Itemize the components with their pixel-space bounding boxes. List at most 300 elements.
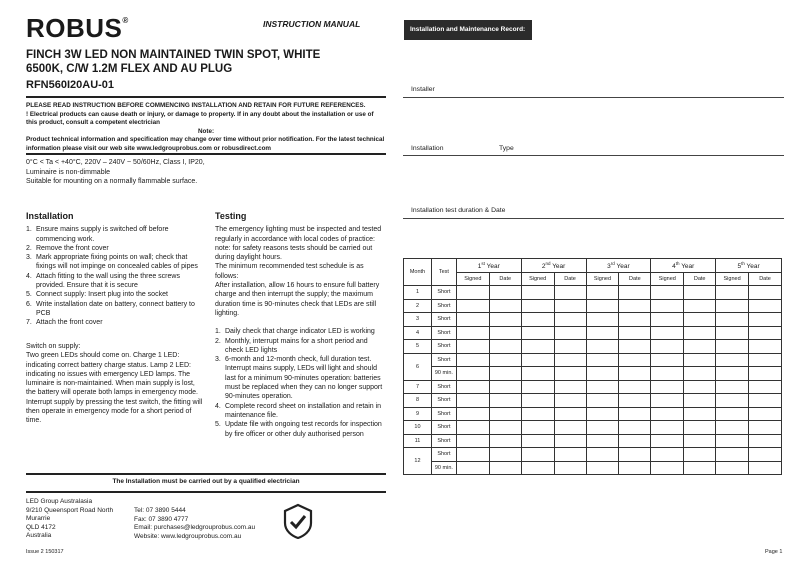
signed-entry-cell[interactable]	[586, 286, 619, 300]
year-number: 5	[737, 262, 742, 270]
signed-header: Signed	[651, 272, 684, 286]
date-entry-cell[interactable]	[749, 326, 782, 340]
date-header: Date	[684, 272, 716, 286]
signed-entry-cell[interactable]	[716, 367, 749, 381]
doc-type: INSTRUCTION MANUAL	[263, 19, 361, 29]
year-suffix: nd	[545, 260, 551, 266]
date-entry-cell[interactable]	[489, 380, 521, 394]
step-text: Attach the front cover	[36, 319, 103, 327]
date-entry-cell[interactable]	[684, 286, 716, 300]
address-line: 9/210 Queensport Road North	[26, 506, 114, 514]
signed-entry-cell[interactable]	[586, 326, 619, 340]
date-entry-cell[interactable]	[684, 299, 716, 313]
signed-entry-cell[interactable]	[716, 407, 749, 421]
signed-entry-cell[interactable]	[521, 340, 554, 354]
qualified-note: The Installation must be carried out by a qualified electrician	[112, 478, 300, 485]
signed-entry-cell[interactable]	[456, 340, 489, 354]
test-cell: Short	[431, 448, 456, 462]
installation-step	[26, 225, 204, 244]
signed-entry-cell[interactable]	[586, 340, 619, 354]
spec-line: 0°C < Ta < +40°C, 220V – 240V ~ 50/60Hz, Class I, IP20,	[26, 159, 205, 166]
date-entry-cell[interactable]	[749, 380, 782, 394]
address-line: Murarrie	[26, 515, 51, 523]
installation-heading: Installation	[26, 211, 74, 221]
test-cell: Short	[431, 353, 456, 367]
divider	[26, 153, 386, 155]
date-header: Date	[489, 272, 521, 286]
signed-entry-cell[interactable]	[586, 434, 619, 448]
page-number: Page 1	[765, 549, 783, 555]
signed-entry-cell[interactable]	[651, 367, 684, 381]
contact-line: Fax: 07 3890 4777	[134, 515, 189, 523]
month-cell: 7	[404, 380, 432, 394]
year-header	[456, 259, 521, 273]
year-number: 1	[477, 262, 482, 270]
type-label: Type	[499, 145, 514, 152]
table-row	[404, 394, 782, 408]
notice-line1: PLEASE READ INSTRUCTION BEFORE COMMENCING INSTALLATION AND RETAIN FOR FUTURE REFERENCES.	[26, 102, 366, 109]
date-entry-cell[interactable]	[684, 326, 716, 340]
testing-step	[215, 402, 385, 421]
date-entry-cell[interactable]	[619, 286, 651, 300]
date-entry-cell[interactable]	[749, 367, 782, 381]
step-number: 2.	[26, 244, 32, 252]
step-text: Monthly, interrupt mains for a short period and check LED lights	[225, 337, 368, 354]
step-text: Connect supply: Insert plug into the socket	[36, 291, 168, 299]
signed-entry-cell[interactable]	[586, 421, 619, 435]
month-cell: 6	[404, 353, 432, 380]
duration-field-line[interactable]	[403, 218, 784, 219]
signed-entry-cell[interactable]	[456, 353, 489, 367]
signed-entry-cell[interactable]	[521, 326, 554, 340]
testing-step	[215, 327, 385, 336]
signed-entry-cell[interactable]	[716, 448, 749, 462]
signed-entry-cell[interactable]	[651, 353, 684, 367]
step-text: Mark appropriate fixing points on wall; check that fixings will not impinge on concealed cables of pipes	[36, 254, 198, 271]
signed-entry-cell[interactable]	[521, 353, 554, 367]
test-cell: Short	[431, 380, 456, 394]
signed-entry-cell[interactable]	[651, 326, 684, 340]
switch-title: Switch on supply:	[26, 343, 81, 350]
date-entry-cell[interactable]	[749, 286, 782, 300]
table-row	[404, 434, 782, 448]
date-entry-cell[interactable]	[684, 340, 716, 354]
date-header: Date	[554, 272, 586, 286]
date-entry-cell[interactable]	[619, 380, 651, 394]
installation-step	[26, 318, 204, 327]
signed-entry-cell[interactable]	[586, 353, 619, 367]
divider	[26, 473, 386, 475]
month-cell: 1	[404, 286, 432, 300]
table-row	[404, 367, 782, 381]
year-number: 4	[672, 262, 676, 270]
date-entry-cell[interactable]	[619, 407, 651, 421]
date-entry-cell[interactable]	[489, 394, 521, 408]
signed-entry-cell[interactable]	[716, 421, 749, 435]
specs-block	[26, 158, 386, 187]
signed-header: Signed	[456, 272, 489, 286]
step-number: 3.	[26, 254, 32, 262]
header-row	[404, 259, 782, 273]
year-suffix: st	[481, 260, 485, 266]
step-number: 4.	[26, 272, 32, 280]
signed-entry-cell[interactable]	[716, 434, 749, 448]
signed-entry-cell[interactable]	[651, 448, 684, 462]
date-entry-cell[interactable]	[554, 380, 586, 394]
date-entry-cell[interactable]	[749, 421, 782, 435]
step-number: 1.	[215, 328, 221, 336]
duration-label: Installation test duration & Date	[411, 207, 506, 214]
year-word: Year	[616, 262, 630, 270]
rcm-compliance-icon	[282, 503, 314, 539]
step-text: Attach fitting to the wall using the three screws provided. Ensure that it is secure	[36, 272, 180, 290]
test-cell: Short	[431, 286, 456, 300]
date-entry-cell[interactable]	[489, 326, 521, 340]
address-block	[26, 498, 113, 541]
spec-line: Suitable for mounting on a normally flammable surface.	[26, 178, 198, 185]
step-text: Complete record sheet on installation and retain in maintenance file.	[225, 402, 382, 419]
date-entry-cell[interactable]	[554, 461, 586, 475]
installation-steps	[26, 225, 204, 327]
year-word: Year	[486, 262, 500, 270]
notice-line3: Product technical information and specification may change over time without prior notification. For the latest technical information please visit our web site www.ledgrouprobus.com or robusdirect.com	[26, 136, 385, 152]
signed-entry-cell[interactable]	[651, 299, 684, 313]
subheader-row	[404, 272, 782, 286]
test-cell: Short	[431, 313, 456, 327]
date-entry-cell[interactable]	[749, 340, 782, 354]
test-cell: Short	[431, 299, 456, 313]
installer-field-line[interactable]	[403, 97, 784, 98]
table-row	[404, 353, 782, 367]
step-text: Write installation date on battery, connect battery to PCB	[36, 300, 195, 317]
signed-entry-cell[interactable]	[456, 394, 489, 408]
brand-name: ROBUS	[26, 13, 123, 43]
installation-step	[26, 244, 204, 253]
date-entry-cell[interactable]	[619, 313, 651, 327]
signed-entry-cell[interactable]	[651, 394, 684, 408]
brand-logo	[26, 13, 129, 44]
installation-step	[26, 253, 204, 272]
address-line: Australia	[26, 532, 52, 540]
date-entry-cell[interactable]	[554, 434, 586, 448]
date-entry-cell[interactable]	[684, 434, 716, 448]
date-entry-cell[interactable]	[684, 448, 716, 462]
signed-entry-cell[interactable]	[456, 286, 489, 300]
date-entry-cell[interactable]	[619, 367, 651, 381]
signed-entry-cell[interactable]	[521, 407, 554, 421]
installation-label: Installation	[411, 145, 444, 152]
step-number: 5.	[215, 421, 221, 429]
signed-entry-cell[interactable]	[456, 407, 489, 421]
step-number: 2.	[215, 337, 221, 345]
step-number: 6.	[26, 300, 32, 308]
date-header: Date	[749, 272, 782, 286]
date-entry-cell[interactable]	[554, 394, 586, 408]
testing-intro: The emergency lighting must be inspected and tested regularly in accordance with local codes of practice: note: for safety reasons tests should be carried out during daylight hours.	[215, 226, 382, 262]
signed-header: Signed	[716, 272, 749, 286]
table-row	[404, 313, 782, 327]
notice-line2: ! Electrical products can cause death or injury, or damage to property. If in any doubt about the installation or use of this product, consult a competent electrician	[26, 110, 374, 126]
signed-entry-cell[interactable]	[521, 367, 554, 381]
year-header	[586, 259, 651, 273]
date-entry-cell[interactable]	[619, 434, 651, 448]
address-line: QLD 4172	[26, 523, 56, 531]
date-entry-cell[interactable]	[489, 299, 521, 313]
signed-entry-cell[interactable]	[716, 340, 749, 354]
date-entry-cell[interactable]	[554, 367, 586, 381]
signed-header: Signed	[521, 272, 554, 286]
product-title-line2: 6500K, C/W 1.2M FLEX AND AU PLUG	[26, 63, 233, 75]
step-number: 5.	[26, 291, 32, 299]
signed-entry-cell[interactable]	[651, 421, 684, 435]
date-entry-cell[interactable]	[619, 394, 651, 408]
test-cell: 90 min.	[431, 461, 456, 475]
date-entry-cell[interactable]	[489, 407, 521, 421]
date-entry-cell[interactable]	[684, 367, 716, 381]
date-entry-cell[interactable]	[684, 394, 716, 408]
month-cell: 3	[404, 313, 432, 327]
test-cell: Short	[431, 340, 456, 354]
date-entry-cell[interactable]	[749, 407, 782, 421]
date-entry-cell[interactable]	[684, 421, 716, 435]
testing-heading: Testing	[215, 211, 247, 221]
date-entry-cell[interactable]	[554, 448, 586, 462]
date-entry-cell[interactable]	[619, 353, 651, 367]
step-text: Remove the front cover	[36, 244, 109, 252]
date-entry-cell[interactable]	[749, 448, 782, 462]
installation-step	[26, 290, 204, 299]
month-cell: 12	[404, 448, 432, 475]
date-entry-cell[interactable]	[684, 380, 716, 394]
date-entry-cell[interactable]	[619, 461, 651, 475]
signed-entry-cell[interactable]	[716, 353, 749, 367]
table-row	[404, 448, 782, 462]
signed-entry-cell[interactable]	[586, 380, 619, 394]
year-suffix: th	[741, 260, 745, 266]
signed-entry-cell[interactable]	[456, 380, 489, 394]
date-entry-cell[interactable]	[749, 353, 782, 367]
test-cell: Short	[431, 434, 456, 448]
signed-entry-cell[interactable]	[456, 299, 489, 313]
date-entry-cell[interactable]	[489, 421, 521, 435]
signed-entry-cell[interactable]	[521, 299, 554, 313]
year-header	[651, 259, 716, 273]
signed-entry-cell[interactable]	[521, 286, 554, 300]
spec-line: Luminaire is non-dimmable	[26, 168, 111, 176]
signed-entry-cell[interactable]	[586, 299, 619, 313]
table-row	[404, 326, 782, 340]
test-cell: Short	[431, 326, 456, 340]
date-entry-cell[interactable]	[554, 326, 586, 340]
product-title	[26, 48, 346, 76]
date-entry-cell[interactable]	[684, 353, 716, 367]
signed-entry-cell[interactable]	[716, 461, 749, 475]
month-cell: 2	[404, 299, 432, 313]
step-text: Ensure mains supply is switched off before commencing work.	[36, 226, 169, 243]
date-entry-cell[interactable]	[489, 286, 521, 300]
signed-entry-cell[interactable]	[716, 326, 749, 340]
step-number: 4.	[215, 402, 221, 410]
signed-entry-cell[interactable]	[521, 313, 554, 327]
col-month-header: Month	[404, 259, 432, 286]
date-entry-cell[interactable]	[554, 421, 586, 435]
month-cell: 8	[404, 394, 432, 408]
month-cell: 10	[404, 421, 432, 435]
test-cell: Short	[431, 394, 456, 408]
year-number: 3	[607, 262, 611, 270]
testing-section	[215, 212, 385, 439]
date-entry-cell[interactable]	[749, 461, 782, 475]
maintenance-record-table	[403, 258, 782, 475]
testing-step	[215, 355, 385, 401]
signed-entry-cell[interactable]	[456, 434, 489, 448]
installation-section	[26, 212, 204, 328]
date-entry-cell[interactable]	[554, 407, 586, 421]
date-entry-cell[interactable]	[489, 340, 521, 354]
test-cell: Short	[431, 407, 456, 421]
signed-entry-cell[interactable]	[521, 434, 554, 448]
testing-step	[215, 420, 385, 439]
signed-entry-cell[interactable]	[456, 421, 489, 435]
step-number: 3.	[215, 356, 221, 364]
signed-entry-cell[interactable]	[586, 461, 619, 475]
step-text: 6-month and 12-month check, full duration test. Interrupt mains supply, LEDs will light and should last for a minimum 90-minutes operation: batteries must be replaced when they can no longer support 90-minutes operation.	[225, 356, 383, 401]
year-suffix: rd	[610, 260, 615, 266]
date-entry-cell[interactable]	[619, 299, 651, 313]
date-entry-cell[interactable]	[684, 313, 716, 327]
switch-text: Two green LEDs should come on. Charge 1 LED: indicating correct battery charge status. Lamp 2 LED: indicating no issues with emergency LED lamps. The luminaire is non-maintained. When main supply is lost, the battery will operate both lamps in emergency mode. Interrupt supply by pressing the test switch, the fitting will then operate in emergency mode for a short period of time.	[26, 352, 203, 425]
test-cell: 90 min.	[431, 367, 456, 381]
date-entry-cell[interactable]	[489, 353, 521, 367]
year-header	[716, 259, 782, 273]
signed-entry-cell[interactable]	[456, 326, 489, 340]
record-title: Installation and Maintenance Record:	[404, 20, 532, 40]
date-entry-cell[interactable]	[554, 340, 586, 354]
year-word: Year	[746, 262, 760, 270]
table-row	[404, 407, 782, 421]
notice-block	[26, 102, 386, 153]
signed-entry-cell[interactable]	[456, 461, 489, 475]
col-test-header: Test	[431, 259, 456, 286]
table-row	[404, 286, 782, 300]
testing-step	[215, 337, 385, 356]
contact-line: Tel: 07 3890 5444	[134, 507, 186, 514]
testing-schedule-intro: The minimum recommended test schedule is as follows:	[215, 263, 364, 280]
signed-entry-cell[interactable]	[456, 313, 489, 327]
signed-entry-cell[interactable]	[586, 448, 619, 462]
date-entry-cell[interactable]	[749, 394, 782, 408]
date-entry-cell[interactable]	[554, 299, 586, 313]
signed-entry-cell[interactable]	[651, 380, 684, 394]
signed-entry-cell[interactable]	[716, 394, 749, 408]
table-row	[404, 340, 782, 354]
year-header	[521, 259, 586, 273]
date-entry-cell[interactable]	[684, 407, 716, 421]
registered-mark: ®	[122, 16, 129, 25]
test-cell: Short	[431, 421, 456, 435]
year-word: Year	[552, 262, 566, 270]
date-entry-cell[interactable]	[489, 313, 521, 327]
year-number: 2	[541, 262, 546, 270]
signed-header: Signed	[586, 272, 619, 286]
signed-entry-cell[interactable]	[586, 313, 619, 327]
contact-line: Website: www.ledgrouprobus.com.au	[134, 532, 242, 540]
signed-entry-cell[interactable]	[456, 367, 489, 381]
step-number: 7.	[26, 319, 32, 327]
date-entry-cell[interactable]	[619, 326, 651, 340]
date-entry-cell[interactable]	[749, 313, 782, 327]
signed-entry-cell[interactable]	[651, 434, 684, 448]
date-entry-cell[interactable]	[554, 353, 586, 367]
product-code: RFN560I20AU-01	[26, 79, 115, 91]
signed-entry-cell[interactable]	[586, 394, 619, 408]
signed-entry-cell[interactable]	[716, 299, 749, 313]
signed-entry-cell[interactable]	[716, 380, 749, 394]
table-row	[404, 421, 782, 435]
date-entry-cell[interactable]	[554, 313, 586, 327]
signed-entry-cell[interactable]	[521, 461, 554, 475]
table-row	[404, 299, 782, 313]
installer-label: Installer	[411, 86, 435, 93]
installation-step	[26, 300, 204, 319]
date-entry-cell[interactable]	[554, 286, 586, 300]
table-row	[404, 380, 782, 394]
signed-entry-cell[interactable]	[651, 313, 684, 327]
date-entry-cell[interactable]	[489, 448, 521, 462]
signed-entry-cell[interactable]	[521, 448, 554, 462]
signed-entry-cell[interactable]	[716, 286, 749, 300]
installation-step	[26, 272, 204, 291]
date-entry-cell[interactable]	[619, 448, 651, 462]
divider	[26, 491, 386, 493]
signed-entry-cell[interactable]	[651, 407, 684, 421]
date-entry-cell[interactable]	[749, 434, 782, 448]
issue-number: Issue 2 150317	[26, 549, 64, 555]
signed-entry-cell[interactable]	[716, 313, 749, 327]
signed-entry-cell[interactable]	[586, 407, 619, 421]
date-entry-cell[interactable]	[749, 299, 782, 313]
year-word: Year	[681, 262, 695, 270]
signed-entry-cell[interactable]	[521, 421, 554, 435]
signed-entry-cell[interactable]	[651, 340, 684, 354]
signed-entry-cell[interactable]	[521, 380, 554, 394]
signed-entry-cell[interactable]	[586, 367, 619, 381]
signed-entry-cell[interactable]	[651, 461, 684, 475]
date-entry-cell[interactable]	[619, 421, 651, 435]
step-number: 1.	[26, 226, 32, 234]
year-suffix: th	[675, 260, 680, 266]
address-line: LED Group Australasia	[26, 498, 93, 505]
note-label: Note:	[197, 127, 215, 135]
date-entry-cell[interactable]	[684, 461, 716, 475]
date-header: Date	[619, 272, 651, 286]
divider	[26, 96, 386, 98]
switch-on-block	[26, 342, 206, 426]
date-entry-cell[interactable]	[489, 461, 521, 475]
testing-steps	[215, 327, 385, 439]
signed-entry-cell[interactable]	[651, 286, 684, 300]
product-title-line1: FINCH 3W LED NON MAINTAINED TWIN SPOT, WHITE	[26, 49, 321, 61]
month-cell: 9	[404, 407, 432, 421]
contact-block	[134, 507, 255, 541]
month-cell: 5	[404, 340, 432, 354]
date-entry-cell[interactable]	[489, 367, 521, 381]
signed-entry-cell[interactable]	[521, 394, 554, 408]
date-entry-cell[interactable]	[489, 434, 521, 448]
signed-entry-cell[interactable]	[456, 448, 489, 462]
installation-field-line[interactable]	[403, 155, 784, 156]
date-entry-cell[interactable]	[619, 340, 651, 354]
